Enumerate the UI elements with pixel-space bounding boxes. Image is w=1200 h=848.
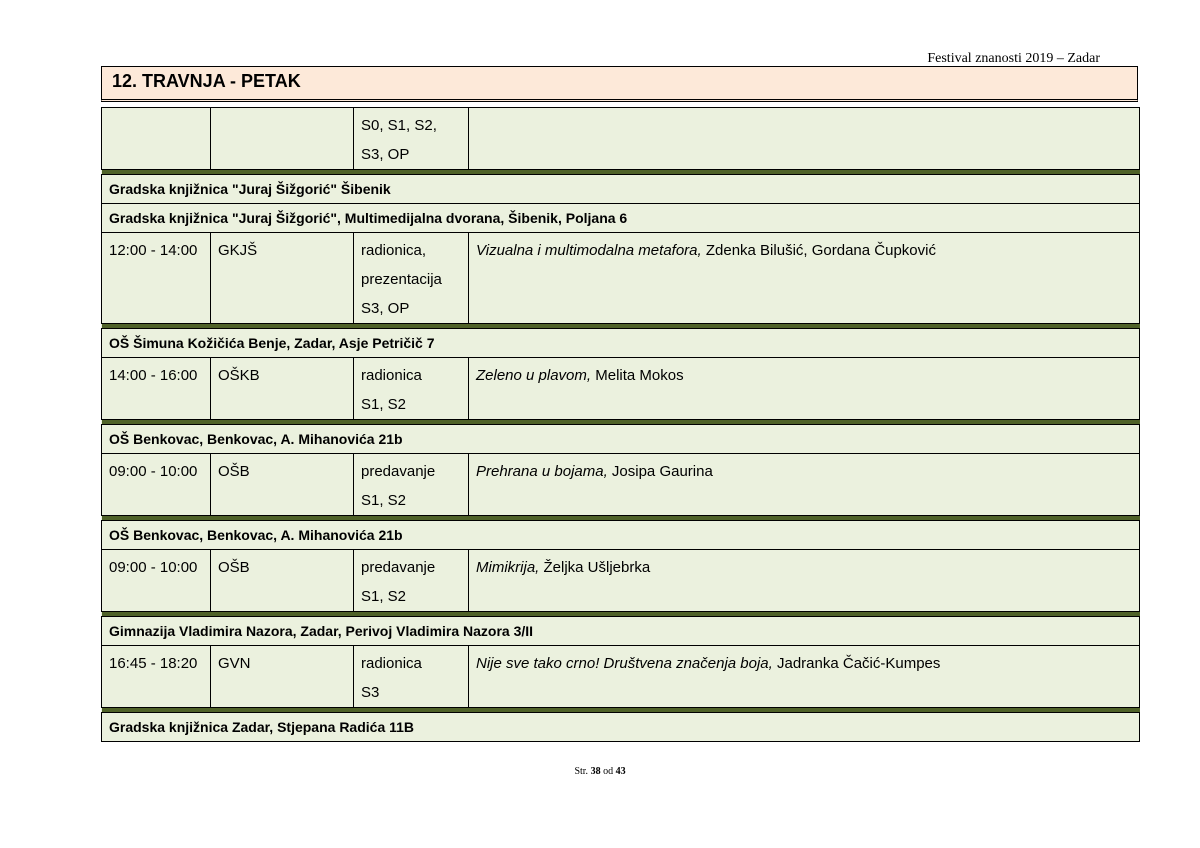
venue-name: Gradska knjižnica "Juraj Šižgorić" Šibenik xyxy=(102,175,1140,204)
event-authors: Zdenka Bilušić, Gordana Čupković xyxy=(701,242,936,259)
event-time: 12:00 - 14:00 xyxy=(102,233,211,324)
footer-prefix: Str. xyxy=(574,766,589,777)
event-type-cell xyxy=(354,454,469,516)
venue-name: OŠ Benkovac, Benkovac, A. Mihanovića 21b xyxy=(102,521,1140,550)
venue-row xyxy=(102,204,1140,233)
event-type-cell xyxy=(354,358,469,420)
footer-page-number: 38 xyxy=(590,766,601,777)
event-levels: S3, OP xyxy=(361,300,410,317)
venue-name: Gradska knjižnica "Juraj Šižgorić", Multimedijalna dvorana, Šibenik, Poljana 6 xyxy=(102,204,1140,233)
festival-header: Festival znanosti 2019 – Zadar xyxy=(927,51,1100,66)
page-footer xyxy=(0,766,1200,777)
venue-row xyxy=(102,617,1140,646)
event-levels: S1, S2 xyxy=(361,588,407,605)
event-type: predavanje xyxy=(361,463,436,480)
event-description xyxy=(469,550,1140,612)
event-description xyxy=(469,358,1140,420)
event-title: Nije sve tako crno! Društvena značenja boja, xyxy=(476,655,773,672)
event-code: GVN xyxy=(211,646,354,708)
event-authors: Melita Mokos xyxy=(591,367,684,384)
event-type-cell xyxy=(354,108,469,170)
event-row xyxy=(102,646,1140,708)
event-code: GKJŠ xyxy=(211,233,354,324)
day-title-box xyxy=(101,66,1138,102)
event-title: Mimikrija, xyxy=(476,559,540,576)
event-code: OŠB xyxy=(211,454,354,516)
event-type: radionica xyxy=(361,655,422,672)
event-description xyxy=(469,233,1140,324)
schedule-table xyxy=(101,107,1140,742)
event-description xyxy=(469,108,1140,170)
event-description xyxy=(469,454,1140,516)
event-row xyxy=(102,454,1140,516)
venue-row xyxy=(102,425,1140,454)
venue-name: OŠ Šimuna Kožičića Benje, Zadar, Asje Petričič 7 xyxy=(102,329,1140,358)
event-type-cell xyxy=(354,646,469,708)
event-code: OŠKB xyxy=(211,358,354,420)
event-type: radionica, prezentacija xyxy=(361,242,442,288)
event-row xyxy=(102,358,1140,420)
event-title: Zeleno u plavom, xyxy=(476,367,592,384)
event-type: predavanje xyxy=(361,559,436,576)
event-levels: S3 xyxy=(361,684,380,701)
event-row xyxy=(102,108,1140,170)
venue-row xyxy=(102,329,1140,358)
venue-name: Gradska knjižnica Zadar, Stjepana Radića 11B xyxy=(102,713,1140,742)
event-type: radionica xyxy=(361,367,422,384)
event-row xyxy=(102,550,1140,612)
event-time: 09:00 - 10:00 xyxy=(102,550,211,612)
venue-name: OŠ Benkovac, Benkovac, A. Mihanovića 21b xyxy=(102,425,1140,454)
footer-middle: od xyxy=(603,766,614,777)
venue-row xyxy=(102,175,1140,204)
event-time: 14:00 - 16:00 xyxy=(102,358,211,420)
venue-row xyxy=(102,521,1140,550)
event-title: Vizualna i multimodalna metafora, xyxy=(476,242,702,259)
day-title: 12. TRAVNJA - PETAK xyxy=(112,71,301,91)
event-code: OŠB xyxy=(211,550,354,612)
event-levels: S1, S2 xyxy=(361,396,407,413)
event-description xyxy=(469,646,1140,708)
event-type-cell xyxy=(354,233,469,324)
event-time: 09:00 - 10:00 xyxy=(102,454,211,516)
event-authors: Jadranka Čačić-Kumpes xyxy=(772,655,941,672)
event-title: Prehrana u bojama, xyxy=(476,463,608,480)
footer-page-total: 43 xyxy=(615,766,626,777)
event-code xyxy=(211,108,354,170)
event-time xyxy=(102,108,211,170)
event-type-cell xyxy=(354,550,469,612)
event-time: 16:45 - 18:20 xyxy=(102,646,211,708)
venue-row xyxy=(102,713,1140,742)
event-authors: Josipa Gaurina xyxy=(607,463,713,480)
event-row xyxy=(102,233,1140,324)
event-levels: S0, S1, S2, S3, OP xyxy=(361,117,437,163)
event-levels: S1, S2 xyxy=(361,492,407,509)
event-authors: Željka Ušljebrka xyxy=(539,559,651,576)
venue-name: Gimnazija Vladimira Nazora, Zadar, Perivoj Vladimira Nazora 3/II xyxy=(102,617,1140,646)
